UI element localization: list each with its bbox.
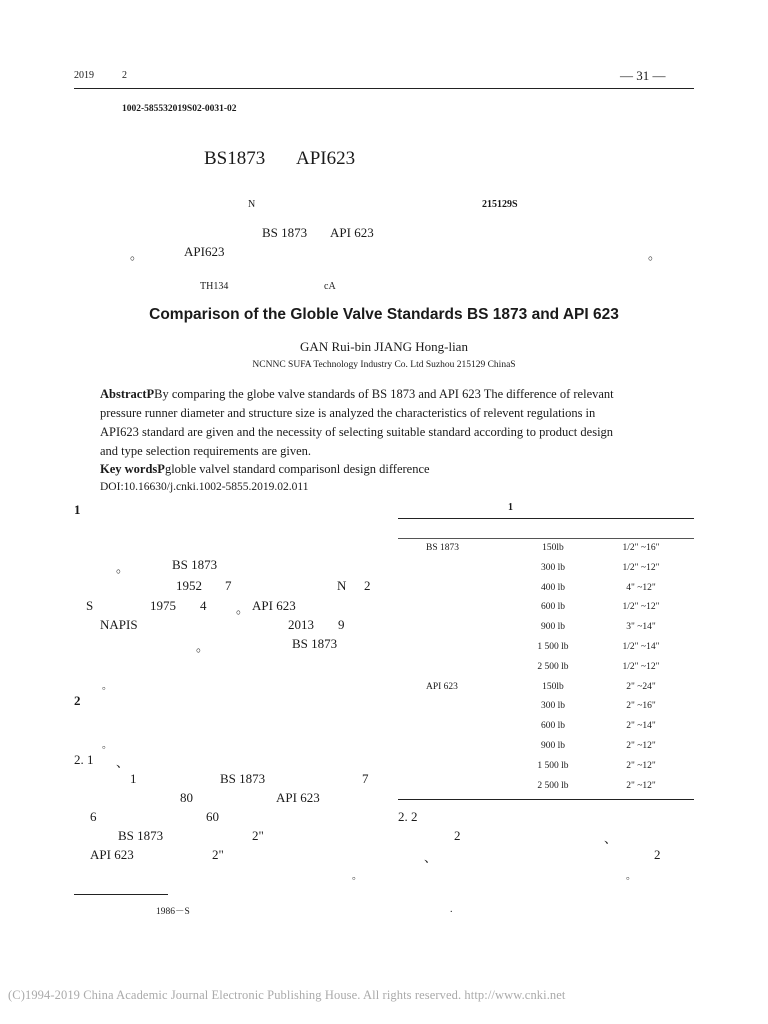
section-2-1-heading: 2. 1 xyxy=(74,752,94,767)
r1-two: 2 xyxy=(454,828,461,843)
table-cell-size: 2" ~12" xyxy=(626,760,656,771)
table-cell-class: 150lb xyxy=(542,681,564,692)
abstract-line-4: and type selection requirements are given. xyxy=(100,444,312,458)
table-row xyxy=(398,761,694,781)
table-cell-class: 300 lb xyxy=(540,701,565,712)
l2-two: 2 xyxy=(364,578,371,593)
l4-year: 2013 xyxy=(288,617,314,632)
table-cell-size: 1/2" ~14" xyxy=(622,642,660,652)
l12-size: 2" xyxy=(212,847,224,862)
abstract-line-3: API623 standard are given and the necessity of selecting suitable standard according to product design xyxy=(100,425,614,439)
cn-abstract-std1: BS 1873 xyxy=(262,225,308,240)
l6-dot: 。 xyxy=(102,681,112,692)
cn-title-left: BS1873 xyxy=(204,148,266,169)
table-row xyxy=(398,662,694,682)
header-issue: 2 xyxy=(122,70,127,81)
footnote-rule xyxy=(74,894,168,895)
l3-dot: 。 xyxy=(236,601,250,616)
document-code: cA xyxy=(324,281,336,292)
table-cell-size: 2" ~24" xyxy=(626,681,656,692)
table-cell-size: 1/2" ~12" xyxy=(622,602,660,613)
l13-dot: 。 xyxy=(352,871,362,882)
l2-num: 7 xyxy=(225,578,232,593)
abstract-line-2: pressure runner diameter and structure size is analyzed the characteristics of relevent regulations in xyxy=(100,406,596,420)
table-title: 1 xyxy=(508,502,513,513)
l9-eighty: 80 xyxy=(180,790,193,805)
table-row xyxy=(398,602,694,622)
l5-std: BS 1873 xyxy=(292,636,338,651)
l3-num: 4 xyxy=(200,598,207,613)
l10-six: 6 xyxy=(90,809,97,824)
cn-abstract-std3: API623 xyxy=(184,244,225,259)
table-cell-size: 1/2" ~12" xyxy=(622,562,660,573)
table-cell-class: 1 500 lb xyxy=(537,642,569,652)
table-row xyxy=(398,583,694,603)
table-cell-class: 600 lb xyxy=(540,602,565,613)
l8-std: BS 1873 xyxy=(220,771,266,786)
section-1-heading: 1 xyxy=(74,502,81,517)
r2-two: 2 xyxy=(654,847,661,862)
l4-org: NAPIS xyxy=(100,617,138,632)
table-cell-size: 1/2" ~12" xyxy=(622,661,660,672)
table-cell-class: 600 lb xyxy=(540,721,565,732)
l2-n: N xyxy=(337,578,347,593)
keywords: Key wordsPgloble valvel standard comparisonl design difference xyxy=(100,462,430,476)
r3-dot: 。 xyxy=(626,871,636,882)
l1-std: BS 1873 xyxy=(172,557,218,572)
cn-affil-zip: 215129S xyxy=(482,199,518,210)
table-row xyxy=(398,741,694,761)
l3-s: S xyxy=(86,598,94,613)
l3-std: API 623 xyxy=(252,598,296,613)
table-cell-class: 150lb xyxy=(542,543,564,553)
l3-year: 1975 xyxy=(150,598,176,613)
english-title: Comparison of the Globle Valve Standards BS 1873 and API 623 xyxy=(149,306,619,323)
english-affiliation: NCNNC SUFA Technology Industry Co. Ltd Suzhou 215129 ChinaS xyxy=(252,360,516,370)
table-row xyxy=(398,701,694,721)
l11-std: BS 1873 xyxy=(118,828,164,843)
table-cell-class: 900 lb xyxy=(540,622,565,633)
cn-abstract-std2: API 623 xyxy=(330,225,374,240)
l8-one: 1 xyxy=(130,771,137,786)
header-year: 2019 xyxy=(74,70,94,81)
page-number: — 31 — xyxy=(620,68,666,83)
article-id: 1002-585532019S02-0031-02 xyxy=(122,104,237,114)
table-cell-size: 2" ~14" xyxy=(626,721,656,732)
l11-size: 2" xyxy=(252,828,264,843)
cn-abstract-dot: 。 xyxy=(130,247,144,262)
r1-mark: 、 xyxy=(604,831,618,846)
english-authors: GAN Rui-bin JIANG Hong-lian xyxy=(300,339,468,354)
cn-title-right: API623 xyxy=(296,148,356,169)
table-cell-class: 2 500 lb xyxy=(537,780,569,791)
l9-std: API 623 xyxy=(276,790,320,805)
table-cell-size: 3" ~14" xyxy=(626,622,656,633)
section-2-heading: 2 xyxy=(74,693,81,708)
table-cell-class: 400 lb xyxy=(540,582,565,593)
cn-abstract-dot-end: 。 xyxy=(648,247,662,262)
table-cell-class: 2 500 lb xyxy=(537,661,569,672)
table-row xyxy=(398,622,694,642)
l2-year: 1952 xyxy=(176,578,202,593)
header-rule xyxy=(74,88,694,89)
table-row xyxy=(398,781,694,801)
doi: DOI:10.16630/j.cnki.1002-5855.2019.02.011 xyxy=(100,481,309,493)
table-cell-size: 4" ~12" xyxy=(626,582,656,593)
l10-sixty: 60 xyxy=(206,809,219,824)
table-row xyxy=(398,543,694,563)
table-bottom-rule xyxy=(398,799,694,800)
l7-dot: 。 xyxy=(102,740,112,751)
table-row xyxy=(398,682,694,702)
table-cell-size: 2" ~16" xyxy=(626,701,656,712)
table-cell-standard: BS 1873 xyxy=(426,543,459,553)
table-row xyxy=(398,721,694,741)
table-cell-standard: API 623 xyxy=(426,681,458,692)
table-top-rule xyxy=(398,518,694,519)
english-abstract xyxy=(100,385,694,461)
table-row xyxy=(398,642,694,662)
l12-std: API 623 xyxy=(90,847,134,862)
clc-number: TH134 xyxy=(200,281,229,292)
l8-seven: 7 xyxy=(362,771,369,786)
table-cell-size: 2" ~12" xyxy=(626,780,656,791)
table-row xyxy=(398,563,694,583)
r4-dot: . xyxy=(450,904,453,915)
cn-affil-n: N xyxy=(248,199,256,210)
section-2-1-mark: 、 xyxy=(116,755,130,770)
l1-dot: 。 xyxy=(116,560,130,575)
table-cell-class: 300 lb xyxy=(540,562,565,573)
footnote: 1986－S xyxy=(156,907,190,917)
table-cell-size: 2" ~12" xyxy=(626,741,656,751)
section-2-2-heading: 2. 2 xyxy=(398,809,418,824)
abstract-line-1: AbstractPBy comparing the globe valve standards of BS 1873 and API 623 The difference of relevant xyxy=(100,387,614,401)
l4-num: 9 xyxy=(338,617,345,632)
table-cell-class: 1 500 lb xyxy=(537,760,569,771)
table-header-rule xyxy=(398,538,694,539)
table-cell-class: 900 lb xyxy=(540,741,565,751)
l5-dot: 。 xyxy=(196,639,210,654)
table-cell-size: 1/2" ~16" xyxy=(622,543,660,553)
r2-mark: 、 xyxy=(424,850,438,865)
abstract-label: AbstractP xyxy=(100,387,155,401)
copyright-footer: (C)1994-2019 China Academic Journal Electronic Publishing House. All rights reserved. http://www.cnki.net xyxy=(8,988,566,1002)
